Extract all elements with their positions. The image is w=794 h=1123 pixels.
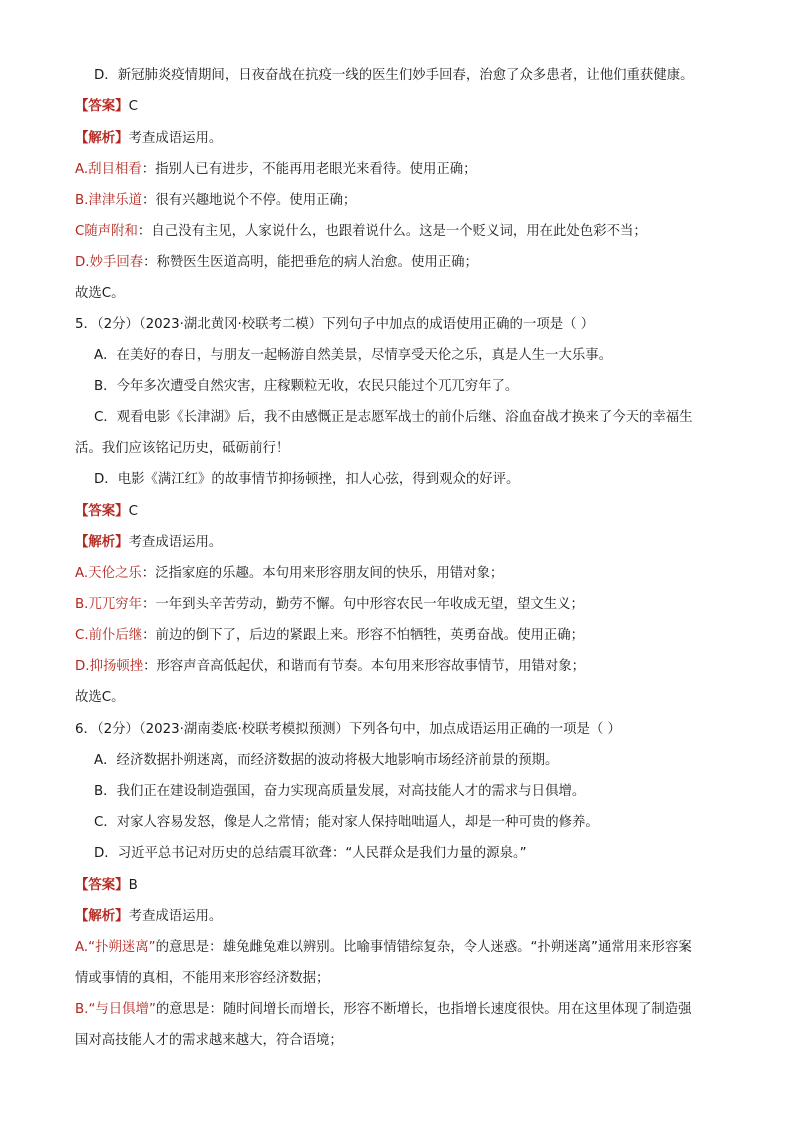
- analysis-line: [75, 129, 222, 149]
- q5-explanation-d: D.抑扬顿挫：形容声音高低起伏，和谐而有节奏。本句用来形容故事情节，用错对象；: [75, 659, 586, 674]
- q5-option-c: C．观看电影《长津湖》后，我不由感慨正是志愿军战士的前仆后继、浴血奋战才换来了今天的幸福生: [94, 410, 693, 425]
- q6-answer-line: 【答案】B: [75, 878, 138, 893]
- q6-explanation-b-cont: 国对高技能人才的需求越来越大，符合语境；: [75, 1033, 343, 1048]
- q6-explanation-a-cont: 情或事情的真相，不能用来形容经济数据；: [75, 971, 330, 986]
- option-d-q4: D．新冠肺炎疫情期间，日夜奋战在抗疫一线的医生们妙手回春，治愈了众多患者，让他们重获健康。: [94, 68, 694, 83]
- answer-tag: 【答案】: [75, 99, 129, 114]
- explanation-a: A.刮目相看：指别人已有进步，不能再用老眼光来看待。使用正确；: [75, 162, 477, 177]
- q5-analysis-line: 【解析】考查成语运用。: [75, 535, 223, 550]
- q5-option-c-cont: 活。我们应该铭记历史，砥砺前行！: [75, 441, 290, 456]
- q5-explanation-a: A.天伦之乐：泛指家庭的乐趣。本句用来形容朋友间的快乐，用错对象；: [75, 566, 504, 581]
- question-5-stem: 5．（2分）（2023·湖北黄冈·校联考二模）下列句子中加点的成语使用正确的一项是（ ）: [75, 317, 595, 332]
- q5-conclusion: 故选C。: [75, 690, 125, 705]
- q5-option-a: A．在美好的春日，与朋友一起畅游自然美景，尽情享受天伦之乐，真是人生一大乐事。: [94, 348, 613, 363]
- q6-option-d: D．习近平总书记对历史的总结震耳欲聋：“人民群众是我们力量的源泉。”: [94, 846, 527, 861]
- question-6-stem: 6．（2分）（2023·湖南娄底·校联考模拟预测）下列各句中，加点成语运用正确的一项是（ ）: [75, 722, 621, 737]
- explanation-d: D.妙手回春：称赞医生医道高明，能把垂危的病人治愈。使用正确；: [75, 255, 478, 270]
- answer-value: C: [128, 99, 138, 114]
- q5-explanation-c: C.前仆后继：前边的倒下了，后边的紧跟上来。形容不怕牺牲，英勇奋战。使用正确；: [75, 628, 585, 643]
- conclusion: 故选C。: [75, 286, 125, 301]
- q6-option-a: A．经济数据扑朔迷离，而经济数据的波动将极大地影响市场经济前景的预期。: [94, 753, 559, 768]
- q5-option-d: D．电影《满江红》的故事情节抑扬顿挫，扣人心弦，得到观众的好评。: [94, 472, 520, 487]
- q6-explanation-a: A.“扑朔迷离”的意思是：雄兔雌兔难以辨别。比喻事情错综复杂，令人迷惑。“扑朔迷离”通常用来形容案: [75, 940, 692, 955]
- q6-option-c: C．对家人容易发怒，像是人之常情；能对家人保持咄咄逼人，却是一种可贵的修养。: [94, 815, 599, 830]
- explanation-c: C随声附和：自己没有主见，人家说什么，也跟着说什么。这是一个贬义词，用在此处色彩不当；: [75, 224, 647, 239]
- answer-line: [75, 97, 138, 117]
- q5-answer-line: 【答案】C: [75, 504, 138, 519]
- q5-option-b: B．今年多次遭受自然灾害，庄稼颗粒无收，农民只能过个兀兀穷年了。: [94, 379, 519, 394]
- analysis-tag: 【解析】: [75, 131, 129, 146]
- analysis-text: 考查成语运用。: [128, 131, 223, 146]
- q6-option-b: B．我们正在建设制造强国，奋力实现高质量发展，对高技能人才的需求与日俱增。: [94, 784, 586, 799]
- q5-explanation-b: B.兀兀穷年：一年到头辛苦劳动，勤劳不懈。句中形容农民一年收成无望，望文生义；: [75, 597, 584, 612]
- q6-explanation-b: B.“与日俱增”的意思是：随时间增长而增长，形容不断增长，也指增长速度很快。用在这里体现了制造强: [75, 1002, 692, 1017]
- explanation-b: B.津津乐道：很有兴趣地说个不停。使用正确；: [75, 193, 357, 208]
- q6-analysis-line: 【解析】考查成语运用。: [75, 909, 223, 924]
